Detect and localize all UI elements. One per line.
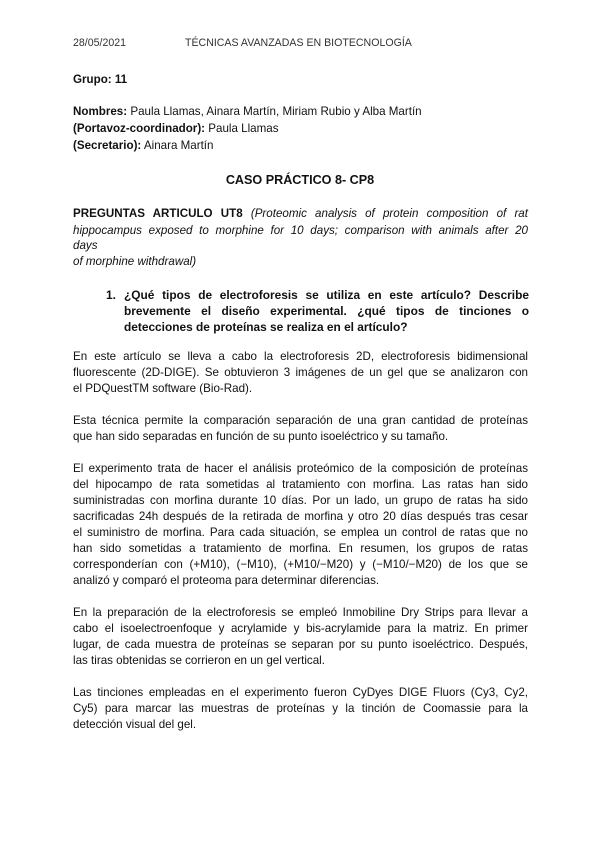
paragraph-4-line: En la preparación de la electroforesis se empleó Inmobiline Dry Strips para llevar a <box>73 606 528 619</box>
paragraph-3-line: han sido sometidas a tratamiento de morfina. En resumen, los grupos de ratas <box>73 542 528 555</box>
spokesperson-value: Paula Llamas <box>208 122 279 135</box>
paragraph-3-line: del hipocampo de rata sometidas al tratamiento con morfina. Las ratas han sido <box>73 478 528 491</box>
article-heading-line1 <box>73 207 528 220</box>
paragraph-3-line: sacrificadas 24h después de la retirada de morfina y otro 20 días después tras cesar <box>73 510 528 523</box>
question-line-2: brevemente el diseño experimental. ¿qué tipos de tinciones o <box>124 304 529 318</box>
group-value: 11 <box>114 73 128 86</box>
article-heading: PREGUNTAS ARTICULO UT8 <box>73 207 243 220</box>
article-heading-line2: hippocampus exposed to morphine for 10 days; comparison with animals after 20 <box>73 224 528 237</box>
paragraph-5-line: Cy5) para marcar las muestras de proteínas y la tinción de Coomassie para la <box>73 702 528 715</box>
paragraph-1-line: En este artículo se lleva a cabo la electroforesis 2D, electroforesis bidimensional <box>73 350 528 363</box>
paragraph-3-line: el suministro de morfina. Para cada situación, se emplea un control de ratas que no <box>73 526 528 539</box>
article-heading-line4: of morphine withdrawal) <box>73 255 197 268</box>
header-course: TÉCNICAS AVANZADAS EN BIOTECNOLOGÍA <box>185 37 412 49</box>
question-number: 1. <box>106 288 116 302</box>
question-line-3: detecciones de proteínas se realiza en el artículo? <box>124 320 408 334</box>
secretary-label: (Secretario): <box>73 139 142 152</box>
spokesperson-label: (Portavoz-coordinador): <box>73 122 206 135</box>
paragraph-3-line: corresponderían con (+M10), (−M10), (+M10/−M20) y (−M10/−M20) de los que se <box>73 558 528 571</box>
group-label: Grupo: <box>73 73 112 86</box>
header-date: 28/05/2021 <box>73 37 127 49</box>
secretary-value: Ainara Martín <box>143 139 214 152</box>
paragraph-2-line: que han sido separadas en función de su punto isoeléctrico y su tamaño. <box>73 430 449 443</box>
paragraph-2-line: Esta técnica permite la comparación separación de una gran cantidad de proteínas <box>73 414 528 427</box>
page-title: CASO PRÁCTICO 8- CP8 <box>225 173 375 187</box>
paragraph-3-line: suministradas con morfina durante 10 días. Por un lado, un grupo de ratas ha sido <box>73 494 528 507</box>
paragraph-4-line: las tiras obtenidas se corrieron en un gel vertical. <box>73 654 325 667</box>
paragraph-3-line: analizó y comparó el proteoma para determinar diferencias. <box>73 574 380 587</box>
secretary-line <box>73 139 213 152</box>
paragraph-4-line: lugar, de cada muestra de proteínas se separan por su punto isoeléctrico. Después, <box>73 638 528 651</box>
paragraph-5-line: detección visual del gel. <box>73 718 197 731</box>
question-line-1: ¿Qué tipos de electroforesis se utiliza en este artículo? Describe <box>124 288 529 302</box>
names-line <box>73 105 422 118</box>
article-title-part1: (Proteomic analysis of protein composition of rat <box>250 207 528 220</box>
names-label: Nombres: <box>73 105 128 118</box>
article-heading-line3: days <box>73 239 98 252</box>
paragraph-1-line: fluorescente (2D-DIGE). Se obtuvieron 3 imágenes de un gel que se analizaron con <box>73 366 528 379</box>
spokesperson-line <box>73 122 279 135</box>
paragraph-1-line: el PDQuestTM software (Bio-Rad). <box>73 382 253 395</box>
names-value: Paula Llamas, Ainara Martín, Miriam Rubio y Alba Martín <box>130 105 422 118</box>
group-line <box>73 73 127 86</box>
paragraph-4-line: cabo el isoelectroenfoque y acrylamide y bis-acrylamide para la matriz. En primer <box>73 622 528 635</box>
paragraph-3-line: El experimento trata de hacer el análisis proteómico de la composición de proteínas <box>73 462 528 475</box>
paragraph-5-line: Las tinciones empleadas en el experimento fueron CyDyes DIGE Fluors (Cy3, Cy2, <box>73 686 528 699</box>
